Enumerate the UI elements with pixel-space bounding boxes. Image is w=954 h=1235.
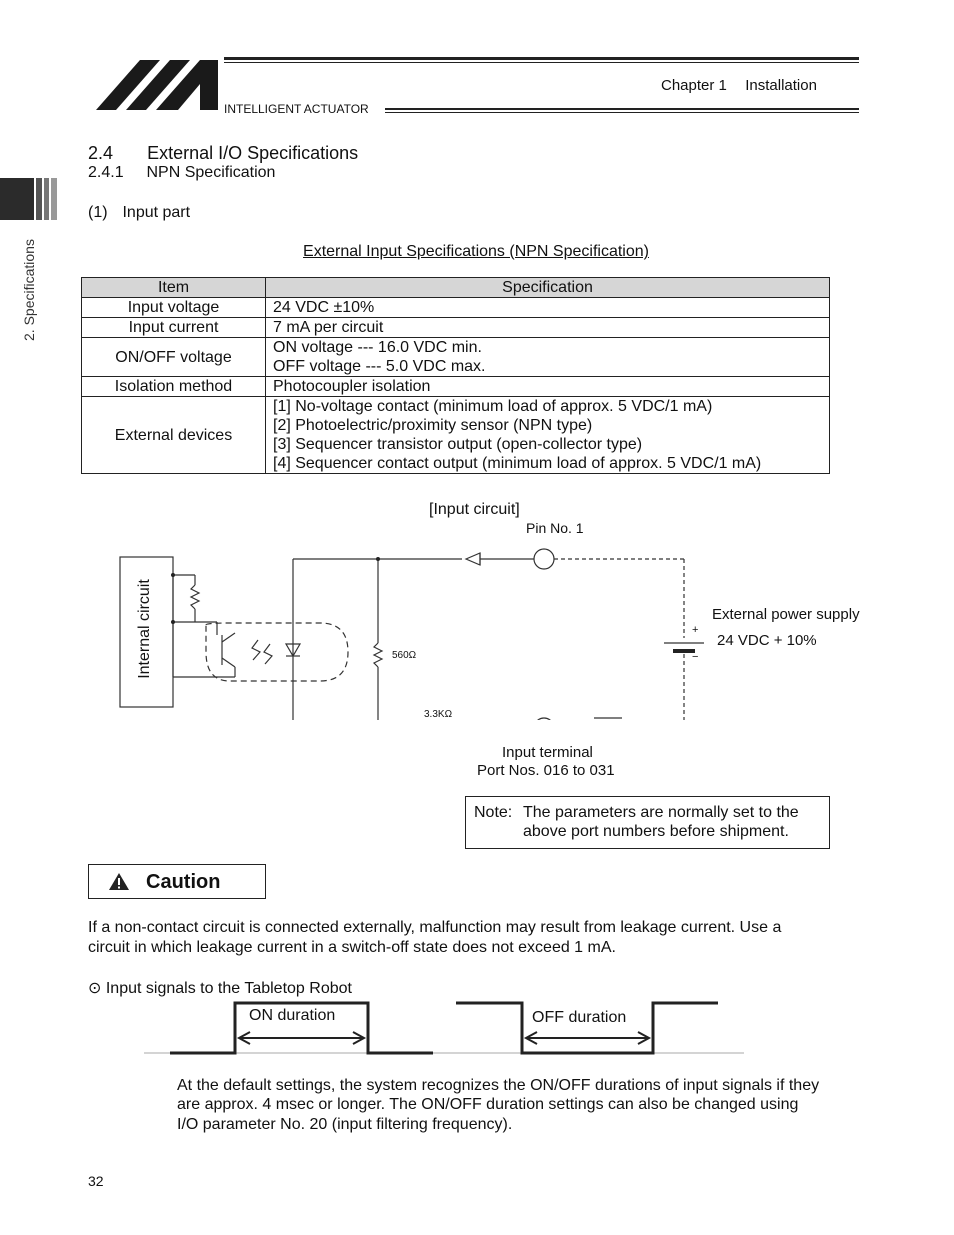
resistor-560-label: 560Ω xyxy=(392,650,417,661)
row-spec xyxy=(266,377,830,397)
part-heading xyxy=(88,204,190,222)
spec-line: 7 mA per circuit xyxy=(273,319,384,336)
spec-line: [4] Sequencer contact output (minimum load of approx. 5 VDC/1 mA) xyxy=(273,455,762,472)
part-label: (1) xyxy=(88,204,108,221)
chapter-header xyxy=(661,77,817,94)
subsection-heading xyxy=(88,164,275,182)
power-supply-value: 24 VDC + 10% xyxy=(717,632,817,649)
note-line-1: The parameters are normally set to the xyxy=(523,804,799,821)
signals-heading: ⊙ Input signals to the Tabletop Robot xyxy=(88,980,352,997)
header-rule-top xyxy=(224,57,859,60)
note-line-2: above port numbers before shipment. xyxy=(523,823,789,840)
row-item: External devices xyxy=(82,397,266,474)
spec-line: ON voltage --- 16.0 VDC min. xyxy=(273,339,482,356)
section-heading xyxy=(88,143,358,164)
caution-title: Caution xyxy=(146,871,221,893)
row-item: ON/OFF voltage xyxy=(82,338,266,377)
circuit-title: [Input circuit] xyxy=(429,501,520,518)
off-duration-label: OFF duration xyxy=(532,1009,627,1026)
caution-box xyxy=(88,864,266,899)
signals-desc-3: I/O parameter No. 20 (input filtering frequency). xyxy=(177,1116,513,1133)
side-tab-marker xyxy=(0,178,57,220)
on-duration-label: ON duration xyxy=(249,1007,336,1024)
brand-name: INTELLIGENT ACTUATOR xyxy=(224,102,369,116)
table-header-row xyxy=(82,278,830,298)
power-plus-sign: + xyxy=(692,624,699,636)
spec-line: [2] Photoelectric/proximity sensor (NPN type) xyxy=(273,417,593,434)
header-rule-bottom xyxy=(385,108,859,110)
table-row xyxy=(82,338,830,377)
signal-timing-diagram xyxy=(140,995,750,1065)
row-spec xyxy=(266,298,830,318)
spec-line: [1] No-voltage contact (minimum load of approx. 5 VDC/1 mA) xyxy=(273,398,713,415)
signals-desc-1: At the default settings, the system recognizes the ON/OFF durations of input signals if they xyxy=(177,1077,820,1094)
note-box xyxy=(465,796,830,849)
row-spec xyxy=(266,397,830,474)
caution-text-2: circuit in which leakage current in a switch-off state does not exceed 1 mA. xyxy=(88,939,616,956)
side-tab-label: 2. Specifications xyxy=(21,239,37,341)
row-item: Isolation method xyxy=(82,377,266,397)
header-rule-bottom2 xyxy=(385,112,859,113)
spec-line: Photocoupler isolation xyxy=(273,378,431,395)
page-number: 32 xyxy=(88,1173,104,1189)
spec-line: OFF voltage --- 5.0 VDC max. xyxy=(273,358,486,375)
spec-line: 24 VDC ±10% xyxy=(273,299,375,316)
warning-icon xyxy=(108,872,130,891)
header-rule-top2 xyxy=(224,62,859,63)
table-row xyxy=(82,377,830,397)
power-minus-sign: − xyxy=(692,651,699,663)
subsection-title: NPN Specification xyxy=(146,164,276,181)
caution-text-1: If a non-contact circuit is connected externally, malfunction may result from leakage current. Use a xyxy=(88,919,782,936)
row-item: Input voltage xyxy=(82,298,266,318)
header-spec: Specification xyxy=(266,278,830,298)
power-supply-label: External power supply xyxy=(712,606,860,623)
table-row xyxy=(82,318,830,338)
resistor-3k3-label: 3.3KΩ xyxy=(424,709,453,720)
subsection-number: 2.4.1 xyxy=(88,164,124,181)
input-terminal-label: Input terminal xyxy=(502,744,593,761)
internal-circuit-label: Internal circuit xyxy=(136,579,153,679)
row-spec xyxy=(266,338,830,377)
spec-line: [3] Sequencer transistor output (open-collector type) xyxy=(273,436,643,453)
table-row xyxy=(82,298,830,318)
company-logo xyxy=(96,58,220,112)
section-title: External I/O Specifications xyxy=(147,143,359,163)
row-spec xyxy=(266,318,830,338)
input-circuit-diagram xyxy=(110,540,710,720)
spec-table xyxy=(81,277,830,474)
chapter-number: Chapter 1 xyxy=(661,77,727,94)
chapter-title: Installation xyxy=(745,77,817,94)
table-row xyxy=(82,397,830,474)
note-prefix: Note: xyxy=(474,804,513,821)
table-caption: External Input Specifications (NPN Specification) xyxy=(303,243,649,260)
port-numbers-label: Port Nos. 016 to 031 xyxy=(477,762,615,779)
pin-label: Pin No. 1 xyxy=(526,520,584,536)
header-item: Item xyxy=(82,278,266,298)
row-item: Input current xyxy=(82,318,266,338)
signals-desc-2: are approx. 4 msec or longer. The ON/OFF duration settings can also be changed using xyxy=(177,1096,799,1113)
section-number: 2.4 xyxy=(88,143,114,163)
part-title: Input part xyxy=(122,204,191,221)
